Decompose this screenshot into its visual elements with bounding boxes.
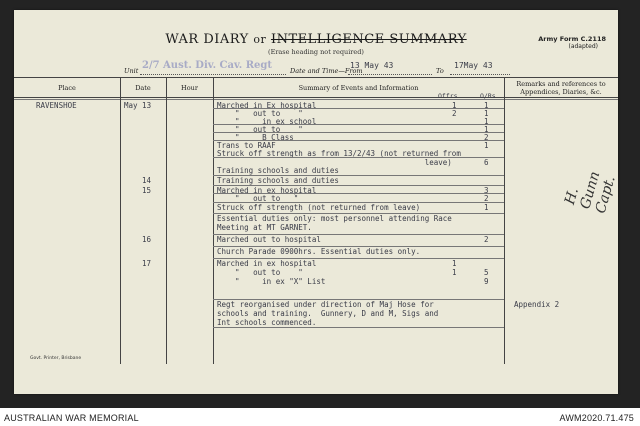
entry-place: RAVENSHOE <box>36 101 77 110</box>
entry-text: " out to " <box>217 109 303 118</box>
from-date: 13 May 43 <box>350 61 394 70</box>
entry-ors: 1 <box>484 101 489 110</box>
printer-note: Govt. Printer, Brisbane <box>30 356 82 361</box>
entry-text: Marched in ex hospital <box>217 186 317 195</box>
entry-text: Struck off strength (not returned from leave) <box>217 203 421 212</box>
entry-text: Church Parade 0900hrs. Essential duties only. <box>217 247 421 256</box>
to-label: To <box>436 67 444 75</box>
row-rule <box>213 140 504 141</box>
entry-text: Regt reorganised under direction of Maj Hose for <box>217 300 434 309</box>
subtitle: (Erase heading not required) <box>268 48 364 56</box>
entry-date: May 13 <box>124 101 152 110</box>
to-date: 17May 43 <box>454 61 493 70</box>
entry-text: Marched in ex hospital <box>217 259 317 268</box>
entry-offrs: 1 <box>452 268 457 277</box>
row-rule <box>213 213 504 214</box>
header-ors: O/Rs <box>480 92 496 100</box>
entry-text: " in ex "X" List <box>217 277 326 286</box>
row-rule <box>213 193 504 194</box>
caption-accession: AWM2020.71.475 <box>559 413 634 423</box>
entry-offrs: 2 <box>452 109 457 118</box>
form-adapted: (adapted) <box>568 43 598 50</box>
entry-text: " out to " <box>217 268 303 277</box>
entry-text: " B Class <box>217 133 294 142</box>
row-rule <box>213 202 504 203</box>
war-diary-sheet <box>14 10 618 394</box>
entry-ors: 1 <box>484 203 489 212</box>
entry-date: 15 <box>142 186 152 195</box>
entry-text: leave) <box>217 158 452 167</box>
row-rule <box>213 175 504 176</box>
title-or: or <box>253 33 267 46</box>
col-divider-summary <box>504 77 505 364</box>
entry-ors: 1 <box>484 141 489 150</box>
handwritten-signature: H. Gunn Capt. <box>562 169 619 216</box>
entry-ors: 2 <box>484 194 489 203</box>
entry-date: 17 <box>142 259 152 268</box>
entry-ors: 5 <box>484 268 489 277</box>
col-divider-date <box>166 77 167 364</box>
header-date: Date <box>135 84 151 92</box>
header-offrs: Offrs <box>438 92 458 100</box>
col-divider-hour <box>213 77 214 364</box>
header-remarks-1: Remarks and references to <box>516 80 606 88</box>
caption-institution: AUSTRALIAN WAR MEMORIAL <box>4 413 139 423</box>
row-rule <box>213 185 504 186</box>
unit-stamp: 2/7 Aust. Div. Cav. Regt <box>142 60 273 71</box>
entry-text: Training schools and duties <box>217 166 339 175</box>
entry-text: Marched out to hospital <box>217 235 321 244</box>
entry-ors: 1 <box>484 109 489 118</box>
table-top-rule <box>14 77 618 78</box>
entry-ors: 3 <box>484 186 489 195</box>
entry-ors: 1 <box>484 117 489 126</box>
entry-ors: 6 <box>484 158 489 167</box>
entry-text: Training schools and duties <box>217 176 339 185</box>
entry-text: Struck off strength as from 13/2/43 (not returned from <box>217 149 461 158</box>
row-rule <box>213 299 504 300</box>
entry-offrs: 1 <box>452 259 457 268</box>
col-divider-place <box>120 77 121 364</box>
entry-ors: 2 <box>484 235 489 244</box>
row-rule <box>213 258 504 259</box>
entry-text: " in ex school <box>217 117 317 126</box>
entry-date: 16 <box>142 235 152 244</box>
entry-offrs: 1 <box>452 101 457 110</box>
title-war-diary: WAR DIARY <box>165 32 249 47</box>
entry-ors: 9 <box>484 277 489 286</box>
entry-text: " out to " <box>217 194 299 203</box>
entry-remarks: Appendix 2 <box>514 300 560 309</box>
entry-text: Int schools commenced. <box>217 318 317 327</box>
header-remarks-2: Appendices, Diaries, &c. <box>520 88 602 96</box>
title-intelligence-summary: INTELLIGENCE SUMMARY <box>270 32 467 47</box>
header-hour: Hour <box>181 84 198 92</box>
entry-text: schools and training. Gunnery, D and M, Sigs and <box>217 309 439 318</box>
document-title <box>14 32 618 47</box>
entry-text: " out to " <box>217 125 303 134</box>
row-rule <box>213 234 504 235</box>
row-rule <box>213 124 504 125</box>
header-summary: Summary of Events and Information <box>298 84 419 92</box>
entry-date: 14 <box>142 176 152 185</box>
row-rule <box>213 157 504 158</box>
entry-text: Essential duties only: most personnel attending Race <box>217 214 452 223</box>
unit-label: Unit <box>124 67 139 75</box>
entry-ors: 2 <box>484 133 489 142</box>
entry-text: Marched in Ex hospital <box>217 101 317 110</box>
form-number: Army Form C.2118 <box>538 35 606 43</box>
header-bottom-rule <box>14 97 618 98</box>
row-rule <box>213 327 504 328</box>
row-rule <box>213 246 504 247</box>
header-place: Place <box>58 84 76 92</box>
entry-text: Meeting at MT GARNET. <box>217 223 312 232</box>
row-rule <box>213 108 504 109</box>
date-time-label: Date and Time—From <box>290 67 363 75</box>
entry-text: Trans to RAAF <box>217 141 276 150</box>
entry-ors: 1 <box>484 125 489 134</box>
row-rule <box>213 132 504 133</box>
